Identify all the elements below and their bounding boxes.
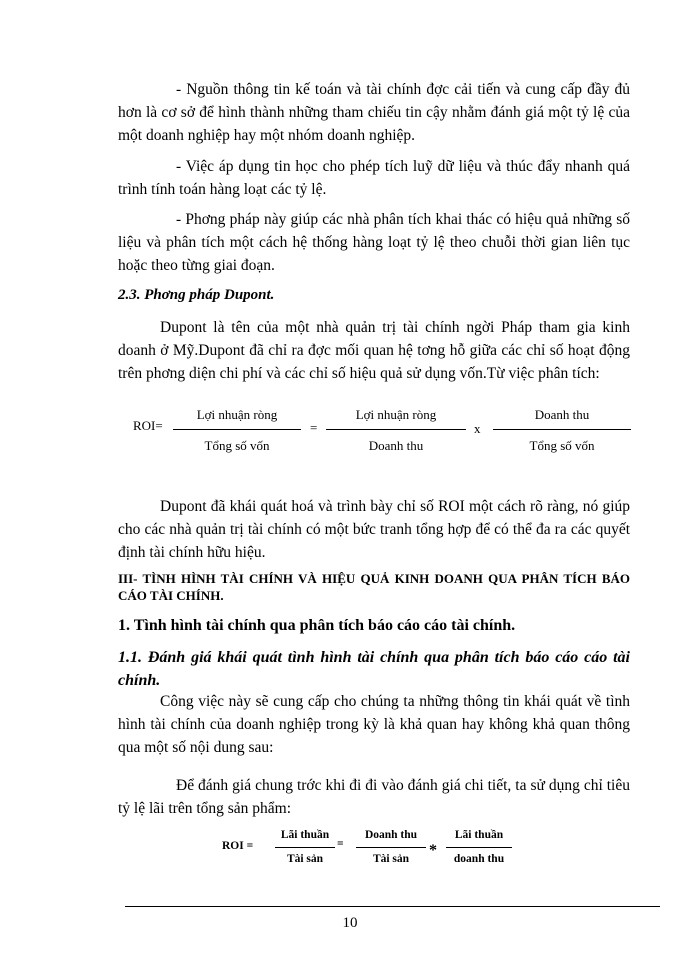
formula1-times: x (474, 421, 481, 436)
paragraph-it-application: - Việc áp dụng tin học cho phép tích luỹ dữ liệu và thúc đẩy nhanh quá trình tính toán hàng loạt các tỷ lệ. (118, 158, 630, 198)
formula1-f1-numerator: Lợi nhuận ròng (196, 407, 278, 422)
formula2-lhs: ROI = (222, 840, 254, 852)
formula2-times: * (429, 842, 437, 859)
paragraph-dupont-summary: Dupont đã khái quát hoá và trình bày chỉ số ROI một cách rõ ràng, nó giúp cho các nhà quản trị tài chính có một bức tranh tổng hợp để có thể đa ra các quyết định tài chính hữu hiệu. (118, 498, 630, 561)
formula1-f2-denominator: Doanh thu (368, 438, 424, 453)
formula1-fraction-1 (173, 407, 301, 454)
page-number: 10 (342, 915, 358, 931)
formula2-fraction-1 (275, 829, 335, 865)
paragraph-overview-work: Công việc này sẽ cung cấp cho chúng ta những thông tin khái quát về tình hình tài chính của doanh nghiệp trong kỳ là khả quan hay không khả quan thông qua một số nội dung sau: (118, 693, 630, 756)
formula2-f3-denominator: doanh thu (453, 853, 505, 865)
formula1-f3-numerator: Doanh thu (534, 407, 590, 422)
paragraph-info-sources: - Nguồn thông tin kế toán và tài chính đợc cải tiến và cung cấp đầy đủ hơn là cơ sở để hình thành những tham chiếu tin cậy nhằm đánh giá một tỷ lệ của một doanh nghiệp hay một nhóm doanh nghiệp. (118, 81, 630, 144)
formula2-f1-numerator: Lãi thuần (280, 829, 330, 841)
formula1-f3-denominator: Tổng số vốn (529, 438, 595, 453)
formula2-equals: = (337, 838, 344, 850)
section-2-3-title: 2.3. Phơng pháp Dupont. (118, 287, 275, 303)
section-1-1-title: 1.1. Đánh giá khái quát tình hình tài chính qua phân tích báo cáo cáo tài chính. (118, 649, 630, 689)
paragraph-general-eval: Để đánh giá chung trớc khi đi đi vào đánh giá chi tiết, ta sử dụng chỉ tiêu tỷ lệ lãi trên tổng sản phẩm: (118, 777, 630, 817)
formula2-f2-denominator: Tài sản (372, 853, 410, 865)
paragraph-method-benefit: - Phơng pháp này giúp các nhà phân tích khai thác có hiệu quả những số liệu và phân tích một cách hệ thống hàng loạt tỷ lệ theo chuỗi thời gian liên tục hoặc theo từng giai đoạn. (118, 211, 630, 274)
formula1-fraction-2 (326, 407, 466, 454)
footer-divider (125, 906, 660, 907)
formula2-f3-numerator: Lãi thuần (454, 829, 504, 841)
formula1-f1-denominator: Tổng số vốn (204, 438, 270, 453)
formula2-fraction-3 (446, 829, 512, 865)
formula2-f1-denominator: Tài sản (286, 853, 324, 865)
formula1-fraction-3 (493, 407, 631, 454)
formula1-f2-numerator: Lợi nhuận ròng (355, 407, 437, 422)
formula1-equals: = (310, 420, 318, 435)
section-1-title: 1. Tình hình tài chính qua phân tích báo cáo cáo tài chính. (118, 617, 516, 634)
formula1-lhs: ROI= (133, 418, 163, 433)
paragraph-dupont-intro: Dupont là tên của một nhà quản trị tài chính ngời Pháp tham gia kinh doanh ở Mỹ.Dupont đã chỉ ra đợc mối quan hệ tơng hỗ giữa các chỉ số hoạt động trên phơng diện chi phí và các chỉ số hiệu quả sử dụng vốn.Từ việc phân tích: (118, 319, 630, 382)
formula2-fraction-2 (356, 829, 426, 865)
formula2-f2-numerator: Doanh thu (364, 829, 418, 841)
section-III-title: III- TÌNH HÌNH TÀI CHÍNH VÀ HIỆU QUẢ KINH DOANH QUA PHÂN TÍCH BÁO CÁO TÀI CHÍNH. (118, 571, 630, 603)
